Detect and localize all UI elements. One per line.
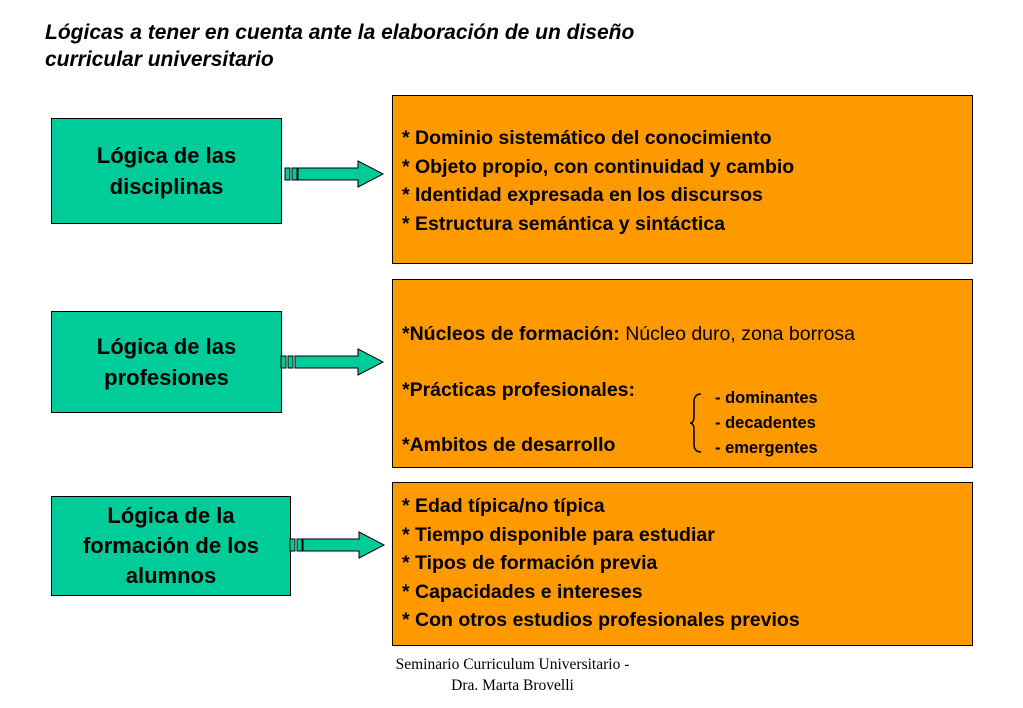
logic-label-line: Lógica de las xyxy=(96,334,237,359)
logic-label-line: Lógica de las xyxy=(96,143,237,168)
footer-line-1: Seminario Curriculum Universitario - xyxy=(395,656,630,673)
arrow-right-icon xyxy=(280,347,386,377)
content-box-profesiones xyxy=(392,279,973,468)
title-line-2: curricular universitario xyxy=(45,48,274,71)
content-item: * Dominio sistemático del conocimiento xyxy=(402,127,772,149)
logic-box-disciplinas xyxy=(51,118,282,224)
curly-brace-icon xyxy=(688,392,704,454)
logic-label-line: profesiones xyxy=(104,365,229,390)
nucleos-value: Núcleo duro, zona borrosa xyxy=(625,323,856,345)
subitem: - emergentes xyxy=(715,439,818,457)
logic-label-line: disciplinas xyxy=(109,174,224,199)
arrow-right-icon xyxy=(284,159,386,189)
nucleos-line xyxy=(402,320,855,349)
practicas-line: *Prácticas profesionales: xyxy=(402,379,636,401)
practicas-subitems xyxy=(715,386,818,461)
content-item: * Identidad expresada en los discursos xyxy=(402,184,763,206)
content-box-alumnos xyxy=(392,482,973,646)
logic-box-profesiones xyxy=(51,311,282,413)
content-item: * Edad típica/no típica xyxy=(402,495,605,517)
logic-label-line: alumnos xyxy=(125,563,217,588)
subitem: - decadentes xyxy=(715,414,816,432)
page-title xyxy=(45,19,845,73)
footer-credit xyxy=(340,654,685,696)
nucleos-label: *Núcleos de formación: xyxy=(402,323,620,345)
ambitos-line: *Ambitos de desarrollo xyxy=(402,434,616,456)
content-item: * Capacidades e intereses xyxy=(402,580,643,603)
logic-label-line: Lógica de la xyxy=(107,503,235,528)
subitem: - dominantes xyxy=(715,389,818,407)
content-item: * Objeto propio, con continuidad y cambio xyxy=(402,155,795,178)
content-box-disciplinas xyxy=(392,95,973,264)
content-item: * Tipos de formación previa xyxy=(402,552,658,574)
title-line-1: Lógicas a tener en cuenta ante la elaboración de un diseño xyxy=(45,21,635,44)
logic-box-alumnos xyxy=(51,496,291,596)
footer-line-2: Dra. Marta Brovelli xyxy=(451,677,574,694)
content-item: * Estructura semántica y sintáctica xyxy=(402,212,725,235)
content-item: * Tiempo disponible para estudiar xyxy=(402,523,715,546)
logic-label-line: formación de los xyxy=(82,533,260,558)
content-item: * Con otros estudios profesionales previos xyxy=(402,609,800,631)
arrow-right-icon xyxy=(289,530,387,560)
